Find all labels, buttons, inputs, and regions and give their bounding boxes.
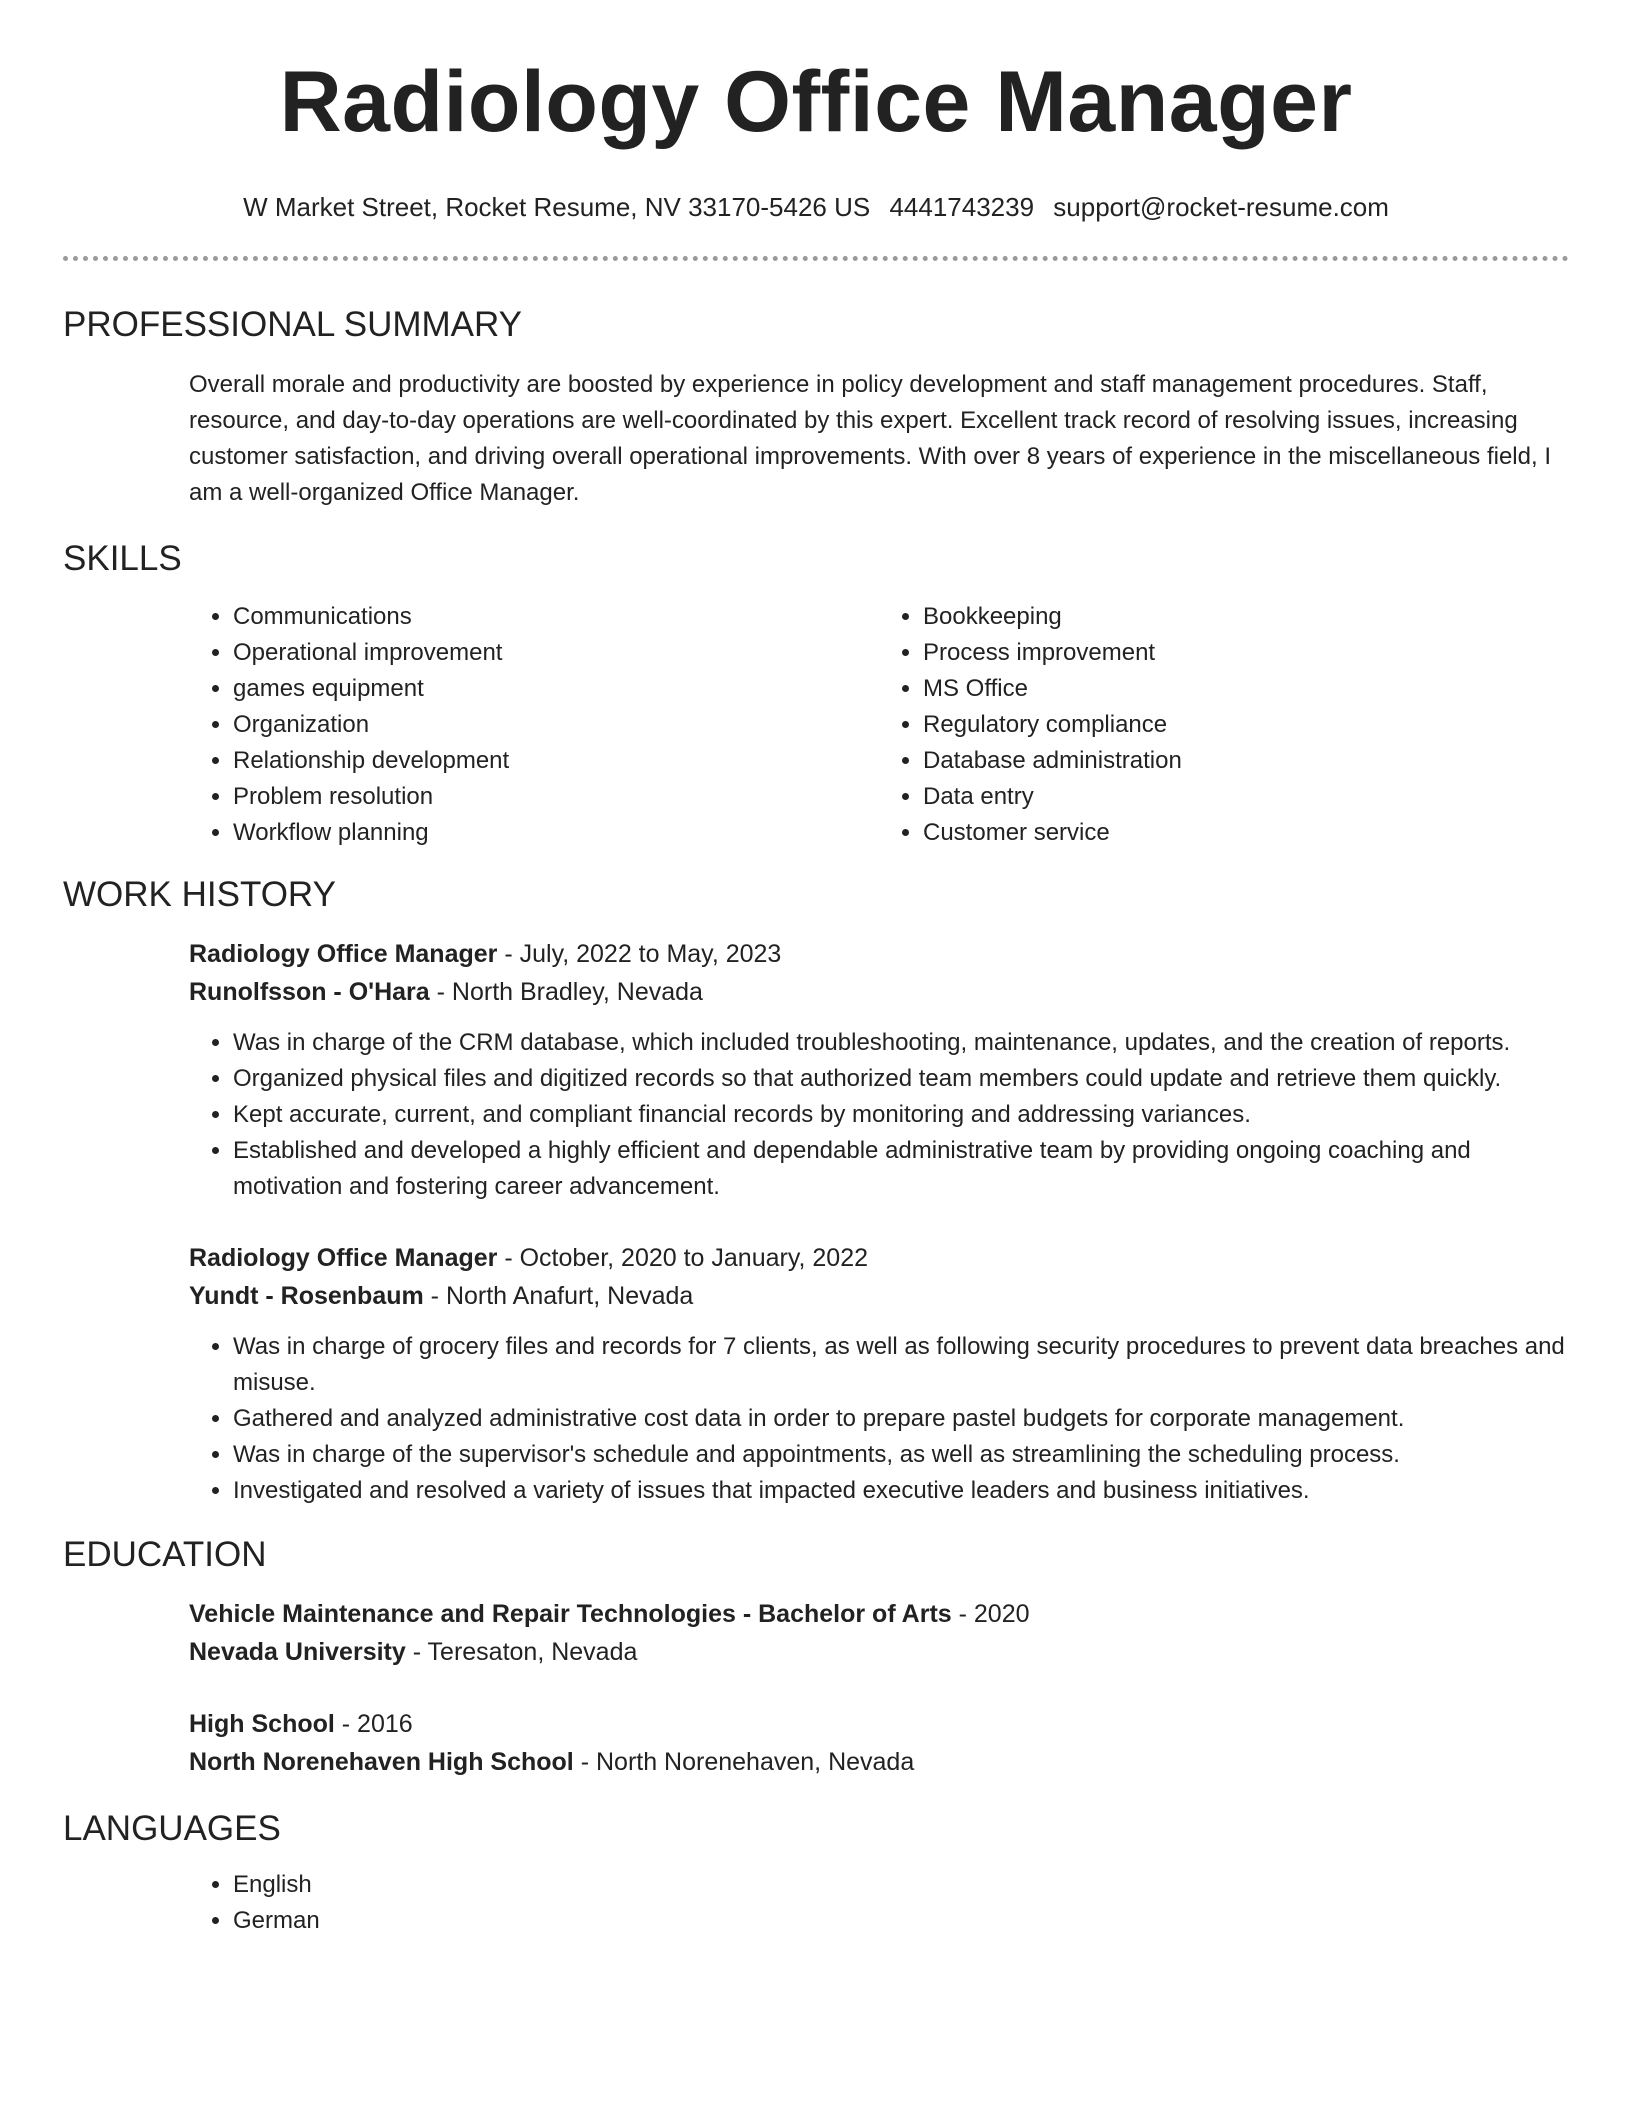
- summary-heading: PROFESSIONAL SUMMARY: [63, 305, 522, 344]
- job-bullet: • Was in charge of grocery files and records for 7 clients, as well as following security procedures to prevent data breaches and misuse.: [233, 1329, 1569, 1401]
- job-entry: [189, 935, 1569, 1205]
- job-title-line: [189, 1239, 1569, 1277]
- job-bullets: [189, 1025, 1569, 1205]
- job-bullet: • Was in charge of the CRM database, which included troubleshooting, maintenance, updates, and the creation of reports.: [233, 1025, 1569, 1061]
- skill-item: • Organization: [233, 707, 879, 743]
- job-company: Runolfsson - O'Hara: [189, 978, 430, 1006]
- education-school: North Norenehaven High School: [189, 1748, 574, 1776]
- summary-text: Overall morale and productivity are boosted by experience in policy development and staff management procedures. Staff, resource, and day-to-day operations are well-coordinated by this expert. Excellent track record of resolving issues, increasing customer satisfaction, and driving overall operational improvements. With over 8 years of experience in the miscellaneous field, I am a well-organized Office Manager.: [189, 371, 1551, 506]
- job-company-line: [189, 973, 1569, 1011]
- job-bullet: • Kept accurate, current, and compliant financial records by monitoring and addressing variances.: [233, 1097, 1569, 1133]
- contact-phone: 4441743239: [889, 192, 1035, 222]
- skill-item: • Communications: [233, 599, 879, 635]
- education-school-line: [189, 1743, 1569, 1781]
- skill-item: • games equipment: [233, 671, 879, 707]
- work-history-heading: WORK HISTORY: [63, 875, 336, 914]
- education-degree-line: [189, 1705, 1569, 1743]
- languages-list: [189, 1867, 1569, 1939]
- education-entry: [189, 1595, 1569, 1671]
- job-company: Yundt - Rosenbaum: [189, 1282, 424, 1310]
- job-bullet: • Was in charge of the supervisor's schedule and appointments, as well as streamlining the scheduling process.: [233, 1437, 1569, 1473]
- summary-section: [189, 367, 1569, 511]
- skill-item: • Workflow planning: [233, 815, 879, 851]
- job-bullet: • Gathered and analyzed administrative cost data in order to prepare pastel budgets for corporate management.: [233, 1401, 1569, 1437]
- skill-item: • Process improvement: [923, 635, 1569, 671]
- job-dates: - October, 2020 to January, 2022: [497, 1244, 868, 1272]
- education-section: [189, 1595, 1569, 1781]
- education-entry: [189, 1705, 1569, 1781]
- skill-item: • MS Office: [923, 671, 1569, 707]
- education-school-line: [189, 1633, 1569, 1671]
- skill-item: • Regulatory compliance: [923, 707, 1569, 743]
- skills-list-right: [879, 599, 1569, 851]
- skill-item: • Relationship development: [233, 743, 879, 779]
- education-year: - 2020: [951, 1600, 1030, 1628]
- education-degree: Vehicle Maintenance and Repair Technologies - Bachelor of Arts: [189, 1600, 952, 1628]
- languages-section: [189, 1867, 1569, 1939]
- education-year: - 2016: [334, 1710, 413, 1738]
- job-entry: [189, 1239, 1569, 1509]
- job-bullet: • Investigated and resolved a variety of issues that impacted executive leaders and business initiatives.: [233, 1473, 1569, 1509]
- job-location: - North Bradley, Nevada: [429, 978, 703, 1006]
- language-item: • English: [233, 1867, 1569, 1903]
- job-location: - North Anafurt, Nevada: [423, 1282, 694, 1310]
- education-degree-line: [189, 1595, 1569, 1633]
- education-school: Nevada University: [189, 1638, 406, 1666]
- skill-item: • Operational improvement: [233, 635, 879, 671]
- job-role: Radiology Office Manager: [189, 940, 498, 968]
- skills-list-left: [189, 599, 879, 851]
- skill-item: • Database administration: [923, 743, 1569, 779]
- job-title-line: [189, 935, 1569, 973]
- job-company-line: [189, 1277, 1569, 1315]
- skills-section: [189, 599, 1569, 851]
- education-degree: High School: [189, 1710, 335, 1738]
- work-history-section: [189, 935, 1569, 1509]
- education-location: - Teresaton, Nevada: [405, 1638, 638, 1666]
- job-role: Radiology Office Manager: [189, 1244, 498, 1272]
- skill-item: • Data entry: [923, 779, 1569, 815]
- education-heading: EDUCATION: [63, 1535, 267, 1574]
- skill-item: • Customer service: [923, 815, 1569, 851]
- skill-item: • Problem resolution: [233, 779, 879, 815]
- job-bullet: • Organized physical files and digitized records so that authorized team members could update and retrieve them quickly.: [233, 1061, 1569, 1097]
- education-location: - North Norenehaven, Nevada: [573, 1748, 915, 1776]
- languages-heading: LANGUAGES: [63, 1809, 281, 1848]
- contact-address: W Market Street, Rocket Resume, NV 33170-5426 US: [243, 192, 871, 222]
- header-divider: [63, 256, 1569, 261]
- job-bullets: [189, 1329, 1569, 1509]
- language-item: • German: [233, 1903, 1569, 1939]
- candidate-name: Radiology Office Manager: [279, 54, 1353, 150]
- skill-item: • Bookkeeping: [923, 599, 1569, 635]
- job-dates: - July, 2022 to May, 2023: [497, 940, 782, 968]
- job-bullet: • Established and developed a highly efficient and dependable administrative team by providing ongoing coaching and motivation and fostering career advancement.: [233, 1133, 1569, 1205]
- contact-email: support@rocket-resume.com: [1053, 192, 1389, 222]
- skills-heading: SKILLS: [63, 539, 182, 578]
- contact-line: [63, 190, 1569, 224]
